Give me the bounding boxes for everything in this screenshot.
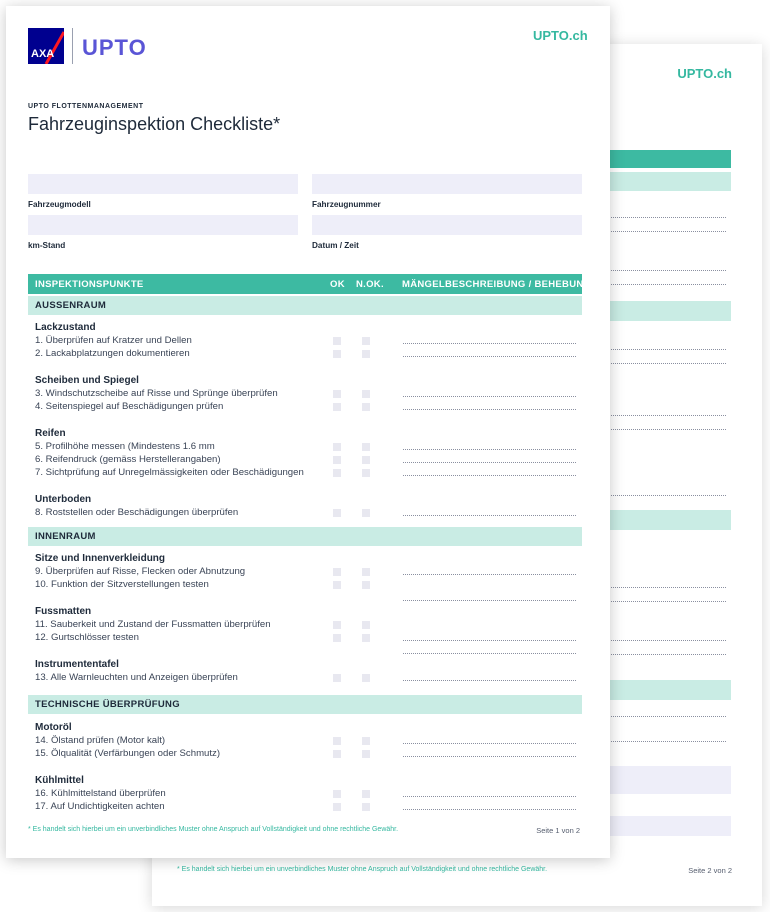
- column-header-points: INSPEKTIONSPUNKTE: [35, 279, 144, 290]
- answer-line[interactable]: [403, 343, 576, 344]
- checklist-item: 14. Ölstand prüfen (Motor kalt): [35, 735, 166, 746]
- answer-line[interactable]: [403, 640, 576, 641]
- svg-text:AXA: AXA: [31, 48, 55, 60]
- column-header-nok: N.OK.: [356, 279, 384, 290]
- answer-line[interactable]: [403, 356, 576, 357]
- answer-line[interactable]: [403, 680, 576, 681]
- vehicle-number-label: Fahrzeugnummer: [312, 200, 381, 209]
- page-title: Fahrzeuginspektion Checkliste*: [28, 114, 281, 134]
- group-title: Scheiben und Spiegel: [35, 375, 139, 386]
- logo-divider: [72, 28, 73, 64]
- km-label: km-Stand: [28, 241, 66, 250]
- nok-checkbox[interactable]: [362, 790, 370, 798]
- datetime-label: Datum / Zeit: [312, 241, 359, 250]
- checklist-item: 6. Reifendruck (gemäss Herstellerangaben): [35, 454, 221, 465]
- upto-ch-link[interactable]: UPTO.ch: [677, 66, 732, 81]
- ok-checkbox[interactable]: [333, 403, 341, 411]
- ok-checkbox[interactable]: [333, 390, 341, 398]
- page-number: Seite 1 von 2: [536, 826, 580, 835]
- section-bar: [28, 527, 582, 546]
- nok-checkbox[interactable]: [362, 737, 370, 745]
- footnote: * Es handelt sich hierbei um ein unverbindliches Muster ohne Anspruch auf Vollständigkeit und ohne rechtliche Gewähr.: [28, 826, 399, 833]
- checklist-item: 8. Roststellen oder Beschädigungen überprüfen: [35, 507, 239, 518]
- group-title: Motoröl: [35, 722, 72, 733]
- answer-line[interactable]: [403, 462, 576, 463]
- nok-checkbox[interactable]: [362, 337, 370, 345]
- ok-checkbox[interactable]: [333, 456, 341, 464]
- checklist-item: 16. Kühlmittelstand überprüfen: [35, 788, 166, 799]
- page-number: Seite 2 von 2: [688, 866, 732, 875]
- nok-checkbox[interactable]: [362, 568, 370, 576]
- nok-checkbox[interactable]: [362, 350, 370, 358]
- nok-checkbox[interactable]: [362, 634, 370, 642]
- column-header-description: MÄNGELBESCHREIBUNG / BEHEBUNG: [402, 279, 592, 290]
- ok-checkbox[interactable]: [333, 634, 341, 642]
- eyebrow-label: UPTO FLOTTENMANAGEMENT: [28, 103, 144, 110]
- nok-checkbox[interactable]: [362, 621, 370, 629]
- section-title: TECHNISCHE ÜBERPRÜFUNG: [35, 699, 180, 710]
- group-title: Sitze und Innenverkleidung: [35, 553, 166, 564]
- nok-checkbox[interactable]: [362, 390, 370, 398]
- group-title: Reifen: [35, 428, 66, 439]
- ok-checkbox[interactable]: [333, 581, 341, 589]
- checklist-item: 11. Sauberkeit und Zustand der Fussmatten überprüfen: [35, 619, 271, 630]
- nok-checkbox[interactable]: [362, 456, 370, 464]
- answer-line[interactable]: [403, 796, 576, 797]
- checklist-item: 15. Ölqualität (Verfärbungen oder Schmutz): [35, 748, 221, 759]
- answer-line[interactable]: [403, 475, 576, 476]
- table-header: [28, 274, 592, 294]
- checklist-item: 10. Funktion der Sitzverstellungen testen: [35, 579, 209, 590]
- answer-line[interactable]: [403, 756, 576, 757]
- answer-line[interactable]: [403, 449, 576, 450]
- upto-logo: UPTO: [82, 35, 147, 60]
- ok-checkbox[interactable]: [333, 621, 341, 629]
- section-title: INNENRAUM: [35, 531, 96, 542]
- checklist-item: 3. Windschutzscheibe auf Risse und Sprünge überprüfen: [35, 388, 278, 399]
- vehicle-model-label: Fahrzeugmodell: [28, 200, 91, 209]
- section-bar: [28, 296, 582, 315]
- answer-line[interactable]: [403, 653, 576, 654]
- answer-line[interactable]: [403, 515, 576, 516]
- checklist-item: 9. Überprüfen auf Risse, Flecken oder Abnutzung: [35, 566, 246, 577]
- nok-checkbox[interactable]: [362, 443, 370, 451]
- section-title: AUSSENRAUM: [35, 300, 107, 311]
- answer-line[interactable]: [403, 600, 576, 601]
- footnote: * Es handelt sich hierbei um ein unverbindliches Muster ohne Anspruch auf Vollständigkeit und ohne rechtliche Gewähr.: [177, 866, 548, 873]
- group-title: Kühlmittel: [35, 775, 84, 786]
- group-title: Lackzustand: [35, 322, 96, 333]
- nok-checkbox[interactable]: [362, 750, 370, 758]
- axa-logo: [28, 28, 64, 64]
- ok-checkbox[interactable]: [333, 469, 341, 477]
- group-title: Instrumententafel: [35, 659, 119, 670]
- column-header-ok: OK: [330, 279, 345, 290]
- checklist-item: 13. Alle Warnleuchten und Anzeigen überprüfen: [35, 672, 238, 683]
- ok-checkbox[interactable]: [333, 568, 341, 576]
- vehicle-number-input[interactable]: [312, 174, 582, 194]
- ok-checkbox[interactable]: [333, 750, 341, 758]
- datetime-input[interactable]: [312, 215, 582, 235]
- answer-line[interactable]: [403, 396, 576, 397]
- checklist-item: 5. Profilhöhe messen (Mindestens 1.6 mm: [35, 441, 215, 452]
- ok-checkbox[interactable]: [333, 674, 341, 682]
- nok-checkbox[interactable]: [362, 403, 370, 411]
- ok-checkbox[interactable]: [333, 350, 341, 358]
- ok-checkbox[interactable]: [333, 803, 341, 811]
- nok-checkbox[interactable]: [362, 469, 370, 477]
- km-input[interactable]: [28, 215, 298, 235]
- answer-line[interactable]: [403, 809, 576, 810]
- ok-checkbox[interactable]: [333, 443, 341, 451]
- checklist-item: 4. Seitenspiegel auf Beschädigungen prüfen: [35, 401, 224, 412]
- checklist-item: 2. Lackabplatzungen dokumentieren: [35, 348, 190, 359]
- axa-logo-mark: [28, 28, 64, 64]
- ok-checkbox[interactable]: [333, 790, 341, 798]
- nok-checkbox[interactable]: [362, 581, 370, 589]
- vehicle-model-input[interactable]: [28, 174, 298, 194]
- checklist-item: 17. Auf Undichtigkeiten achten: [35, 801, 165, 812]
- checklist-item: 7. Sichtprüfung auf Unregelmässigkeiten oder Beschädigungen: [35, 467, 304, 478]
- section-bar: [28, 695, 582, 714]
- nok-checkbox[interactable]: [362, 509, 370, 517]
- nok-checkbox[interactable]: [362, 674, 370, 682]
- answer-line[interactable]: [403, 743, 576, 744]
- ok-checkbox[interactable]: [333, 509, 341, 517]
- group-title: Fussmatten: [35, 606, 92, 617]
- checklist-item: 12. Gurtschlösser testen: [35, 632, 139, 643]
- nok-checkbox[interactable]: [362, 803, 370, 811]
- answer-line[interactable]: [403, 409, 576, 410]
- checklist-page-1: [6, 6, 610, 858]
- group-title: Unterboden: [35, 494, 92, 505]
- upto-ch-link[interactable]: UPTO.ch: [533, 28, 588, 43]
- answer-line[interactable]: [403, 574, 576, 575]
- ok-checkbox[interactable]: [333, 737, 341, 745]
- ok-checkbox[interactable]: [333, 337, 341, 345]
- checklist-item: 1. Überprüfen auf Kratzer und Dellen: [35, 335, 192, 346]
